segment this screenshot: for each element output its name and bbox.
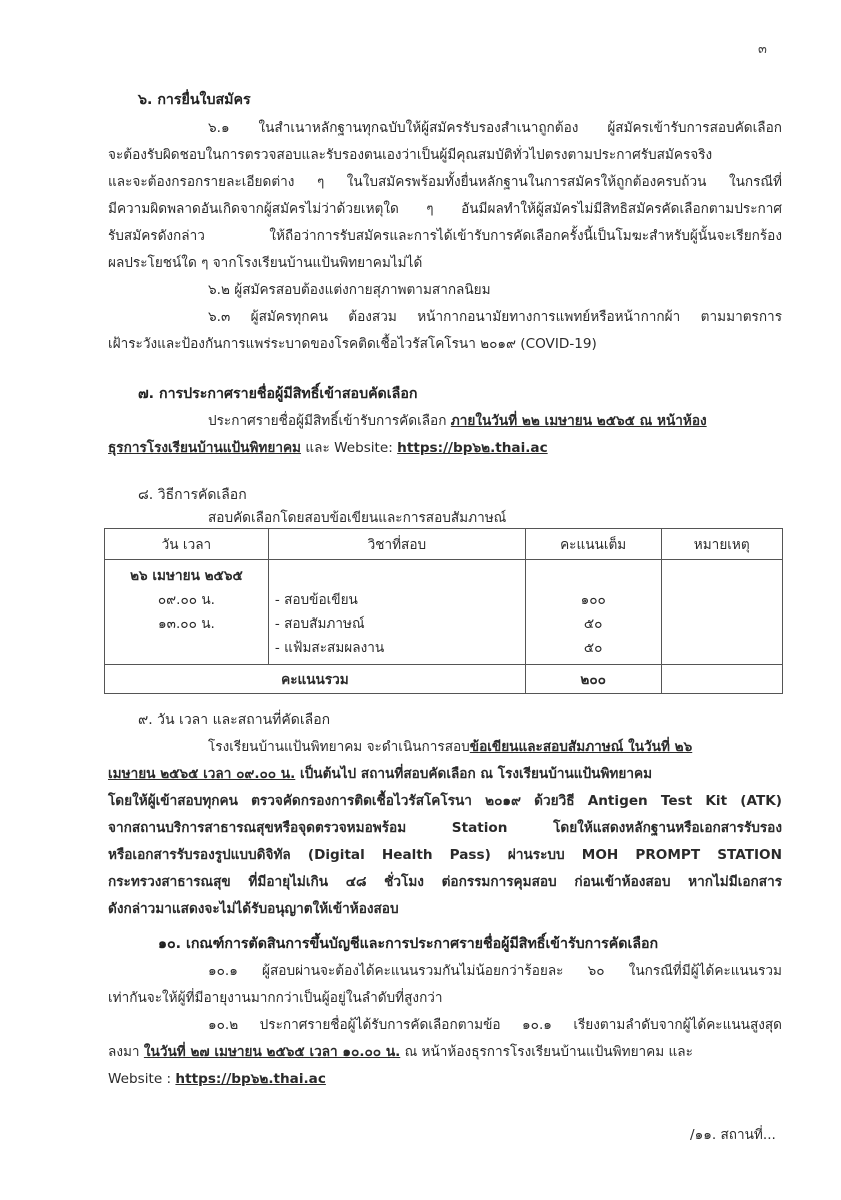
score-2: ๕๐ [583,616,603,632]
s10-p2-line-2-text-a: ลงมา [108,1044,144,1060]
s6-p2: ๖.๒ ผู้สมัครสอบต้องแต่งกายสุภาพตามสากลนิยม [208,282,491,298]
header-remark: หมายเหตุ [661,529,782,560]
s9-line-5: หรือเอกสารรับรองรูปแบบดิจิทัล (Digital Health Pass) ผ่านระบบ MOH PROMPT STATION [108,847,782,863]
s6-p3-line-1: ๖.๓ ผู้สมัครทุกคน ต้องสวม หน้ากากอนามัยทางการแพทย์หรือหน้ากากผ้า ตามมาตรการ [208,309,782,325]
s9-line-2 [108,764,652,784]
table-total-row [105,665,783,694]
section-6-heading: ๖. การยื่นใบสมัคร [138,92,251,108]
s9-line-1-text: โรงเรียนบ้านแป้นพิทยาคม จะดำเนินการสอบ [208,739,470,755]
s6-p1-line-1: ๖.๑ ในสำเนาหลักฐานทุกฉบับให้ผู้สมัครรับรองสำเนาถูกต้อง ผู้สมัครเข้ารับการสอบคัดเลือก [208,120,782,136]
s6-p1-line-3: และจะต้องกรอกรายละเอียดต่าง ๆ ในใบสมัครพร้อมทั้งยื่นหลักฐานในการสมัครให้ถูกต้องครบถ้วน ในกรณีที่ [108,174,782,190]
exam-time-1: ๐๙.๐๐ น. [157,592,215,608]
s8-intro: สอบคัดเลือกโดยสอบข้อเขียนและการสอบสัมภาษณ์ [208,510,507,526]
exam-date: ๒๖ เมษายน ๒๕๖๕ [130,568,243,584]
total-remark [661,665,782,694]
section-8-heading: ๘. วิธีการคัดเลือก [138,487,247,503]
s7-line-2-text: และ Website: [301,440,398,456]
s7-line-2 [108,438,548,458]
s9-line-2-text: เป็นต้นไป สถานที่สอบคัดเลือก ณ โรงเรียนบ้านแป้นพิทยาคม [295,766,653,782]
exam-schedule-table [104,528,783,694]
cell-remark [661,560,782,665]
s9-line-6: กระทรวงสาธารณสุข ที่มีอายุไม่เกิน ๔๘ ชั่วโมง ต่อกรรมการคุมสอบ ก่อนเข้าห้องสอบ หากไม่มีเอกสาร [108,874,782,890]
s7-line-2-emphasis: ธุรการโรงเรียนบ้านแป้นพิทยาคม [108,440,302,456]
s10-p2-line-2-emphasis: ในวันที่ ๒๗ เมษายน ๒๕๖๕ เวลา ๑๐.๐๐ น. [143,1044,401,1060]
s7-line-1-text: ประกาศรายชื่อผู้มีสิทธิ์เข้ารับการคัดเลือก [208,413,451,429]
s10-p1-line-1: ๑๐.๑ ผู้สอบผ่านจะต้องได้คะแนนรวมกันไม่น้อยกว่าร้อยละ ๖๐ ในกรณีที่มีผู้ได้คะแนนรวม [208,963,782,979]
s6-p1-line-2: จะต้องรับผิดชอบในการตรวจสอบและรับรองตนเองว่าเป็นผู้มีคุณสมบัติทั่วไปตรงตามประกาศรับสมัครจริง [108,147,713,163]
section-10-heading: ๑๐. เกณฑ์การตัดสินการขึ้นบัญชีและการประกาศรายชื่อผู้มีสิทธิ์เข้ารับการคัดเลือก [158,936,659,952]
s9-line-1-emphasis: ข้อเขียนและสอบสัมภาษณ์ ในวันที่ ๒๖ [469,739,693,755]
s6-p1-line-6: ผลประโยชน์ใด ๆ จากโรงเรียนบ้านแป้นพิทยาคมไม่ได้ [108,255,423,271]
s10-p2-line-2-text-b: ณ หน้าห้องธุรการโรงเรียนบ้านแป้นพิทยาคม และ [400,1044,693,1060]
page-number: ๓ [758,42,767,57]
section-9-heading: ๙. วัน เวลา และสถานที่คัดเลือก [138,712,331,728]
header-full-score: คะแนนเต็ม [525,529,661,560]
table-row [105,560,783,665]
s7-website-link[interactable]: https://bp๖๒.thai.ac [397,440,548,456]
header-date-time: วัน เวลา [105,529,269,560]
s10-website-label: Website : [108,1071,176,1087]
subject-1: - สอบข้อเขียน [274,592,358,608]
s9-line-7: ดังกล่าวมาแสดงจะไม่ได้รับอนุญาตให้เข้าห้องสอบ [108,901,399,917]
s6-p1-line-5: รับสมัครดังกล่าว ให้ถือว่าการรับสมัครและการได้เข้ารับการคัดเลือกครั้งนี้เป็นโมฆะสำหรับผู้นั้นจะเรียกร้อง [108,228,782,244]
exam-time-2: ๑๓.๐๐ น. [158,616,215,632]
s10-website-link[interactable]: https://bp๖๒.thai.ac [175,1071,326,1087]
section-7-heading: ๗. การประกาศรายชื่อผู้มีสิทธิ์เข้าสอบคัดเลือก [138,386,418,402]
total-value: ๒๐๐ [525,665,661,694]
subject-2: - สอบสัมภาษณ์ [274,616,365,632]
score-3: ๕๐ [583,640,603,656]
s9-line-2-emphasis: เมษายน ๒๕๖๕ เวลา ๐๙.๐๐ น. [108,766,296,782]
s7-line-1-emphasis: ภายในวันที่ ๒๒ เมษายน ๒๕๖๕ ณ หน้าห้อง [450,413,707,429]
table-header-row [105,529,783,560]
cell-date-time [105,560,269,665]
total-label: คะแนนรวม [105,665,526,694]
s9-line-1 [208,737,692,757]
cell-subjects [268,560,525,665]
s10-p1-line-2: เท่ากันจะให้ผู้ที่มีอายุงานมากกว่าเป็นผู้อยู่ในลำดับที่สูงกว่า [108,990,443,1006]
subject-3: - แฟ้มสะสมผลงาน [274,640,385,656]
s9-line-4: จากสถานบริการสาธารณสุขหรือจุดตรวจหมอพร้อม Station โดยให้แสดงหลักฐานหรือเอกสารรับรอง [108,820,782,836]
score-1: ๑๐๐ [580,592,606,608]
s9-line-3: โดยให้ผู้เข้าสอบทุกคน ตรวจคัดกรองการติดเชื้อไวรัสโคโรนา ๒๐๑๙ ด้วยวิธี Antigen Test Kit (ATK) [108,793,782,809]
s10-p2-line-3 [108,1069,326,1089]
s6-p1-line-4: มีความผิดพลาดอันเกิดจากผู้สมัครไม่ว่าด้วยเหตุใด ๆ อันมีผลทำให้ผู้สมัครไม่มีสิทธิสมัครคัดเลือกตามประกาศ [108,201,782,217]
header-subject: วิชาที่สอบ [268,529,525,560]
s10-p2-line-1: ๑๐.๒ ประกาศรายชื่อผู้ได้รับการคัดเลือกตามข้อ ๑๐.๑ เรียงตามลำดับจากผู้ได้คะแนนสูงสุด [208,1017,782,1033]
cell-scores [525,560,661,665]
s10-p2-line-2 [108,1042,693,1062]
s6-p3-line-2: เฝ้าระวังและป้องกันการแพร่ระบาดของโรคติดเชื้อไวรัสโคโรนา ๒๐๑๙ (COVID-19) [108,336,597,352]
s7-line-1 [208,411,707,431]
continuation-note: /๑๑. สถานที่... [690,1127,776,1143]
